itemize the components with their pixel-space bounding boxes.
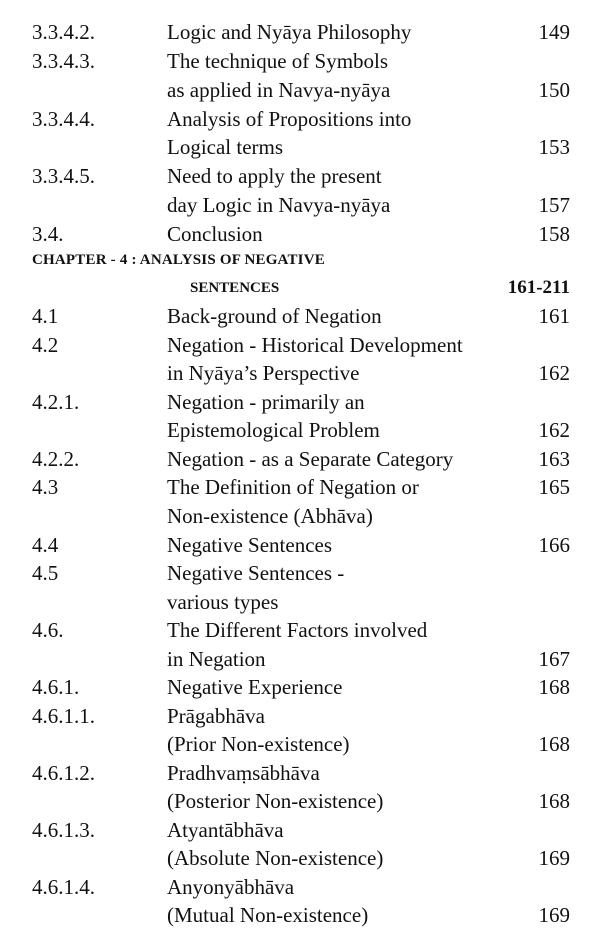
section-number: 4.6.1.4. [32, 875, 95, 899]
chapter-title: CHAPTER - 4 : ANALYSIS OF NEGATIVE [32, 252, 325, 268]
toc-entry-continuation [0, 76, 600, 104]
section-number: 4.6.1. [32, 675, 80, 699]
page-number: 167 [538, 647, 570, 671]
entry-title: Need to apply the present [167, 164, 382, 188]
entry-title: Atyantābhāva [167, 818, 284, 842]
chapter-page-range: 161-211 [507, 277, 570, 298]
toc-entry [0, 47, 600, 75]
toc-entry [0, 816, 600, 844]
page-number: 165 [538, 475, 570, 499]
entry-title: The Different Factors involved [167, 618, 428, 642]
entry-title: Logic and Nyāya Philosophy [167, 20, 412, 44]
entry-title: Non-existence (Abhāva) [167, 504, 373, 528]
entry-title: Negation - Historical Development [167, 333, 463, 357]
section-number: 4.3 [32, 475, 59, 499]
page-number: 157 [538, 193, 570, 217]
entry-title: in Negation [167, 647, 266, 671]
entry-title: Negation - as a Separate Category [167, 447, 454, 471]
toc-entry [0, 302, 600, 330]
toc-entry [0, 616, 600, 644]
entry-title: (Prior Non-existence) [167, 732, 350, 756]
page-number: 168 [538, 675, 570, 699]
toc-entry [0, 702, 600, 730]
toc-entry-continuation [0, 645, 600, 673]
section-number: 3.3.4.4. [32, 107, 95, 131]
page-number: 168 [538, 732, 570, 756]
entry-title: Prāgabhāva [167, 704, 265, 728]
entry-title: Analysis of Propositions into [167, 107, 412, 131]
toc-entry-continuation [0, 191, 600, 219]
toc-entry [0, 473, 600, 501]
toc-entry-continuation [0, 416, 600, 444]
page-number: 158 [538, 222, 570, 246]
page-number: 149 [538, 20, 570, 44]
toc-entry [0, 673, 600, 701]
toc-entry-continuation [0, 359, 600, 387]
chapter-heading-continuation [0, 274, 600, 302]
section-number: 3.4. [32, 222, 64, 246]
section-number: 4.6.1.3. [32, 818, 95, 842]
section-number: 4.1 [32, 304, 59, 328]
entry-title: Epistemological Problem [167, 418, 380, 442]
entry-title: Pradhvaṃsābhāva [167, 761, 320, 785]
toc-entry [0, 759, 600, 787]
toc-entry [0, 873, 600, 901]
page-number: 163 [538, 447, 570, 471]
entry-title: Logical terms [167, 135, 284, 159]
entry-title: (Posterior Non-existence) [167, 789, 384, 813]
entry-title: Negation - primarily an [167, 390, 365, 414]
entry-title: The Definition of Negation or [167, 475, 419, 499]
toc-entry-continuation [0, 901, 600, 929]
page-number: 168 [538, 789, 570, 813]
page-number: 161 [538, 304, 570, 328]
entry-title: Conclusion [167, 222, 263, 246]
toc-entry-continuation [0, 787, 600, 815]
entry-title: in Nyāya’s Perspective [167, 361, 360, 385]
toc-entry [0, 105, 600, 133]
toc-entry [0, 18, 600, 46]
page-number: 162 [538, 418, 570, 442]
entry-title: Back-ground of Negation [167, 304, 382, 328]
entry-title: Negative Experience [167, 675, 343, 699]
entry-title: The technique of Symbols [167, 49, 389, 73]
toc-entry-continuation [0, 588, 600, 616]
entry-title: Anyonyābhāva [167, 875, 295, 899]
section-number: 4.6.1.2. [32, 761, 95, 785]
section-number: 3.3.4.2. [32, 20, 95, 44]
toc-entry [0, 531, 600, 559]
page-number: 166 [538, 533, 570, 557]
toc-entry [0, 220, 600, 248]
section-number: 4.2 [32, 333, 59, 357]
page-number: 169 [538, 903, 570, 927]
entry-title: (Mutual Non-existence) [167, 903, 369, 927]
section-number: 4.4 [32, 533, 59, 557]
page-number: 162 [538, 361, 570, 385]
page-number: 169 [538, 846, 570, 870]
toc-entry [0, 331, 600, 359]
toc-entry-continuation [0, 844, 600, 872]
section-number: 3.3.4.5. [32, 164, 95, 188]
section-number: 4.5 [32, 561, 59, 585]
page-number: 150 [538, 78, 570, 102]
toc-entry [0, 162, 600, 190]
toc-entry [0, 445, 600, 473]
toc-entry [0, 388, 600, 416]
page-number: 153 [538, 135, 570, 159]
toc-entry-continuation [0, 730, 600, 758]
chapter-title-continuation: SENTENCES [190, 280, 280, 296]
entry-title: day Logic in Navya-nyāya [167, 193, 391, 217]
section-number: 4.6.1.1. [32, 704, 95, 728]
entry-title: (Absolute Non-existence) [167, 846, 384, 870]
section-number: 4.6. [32, 618, 64, 642]
section-number: 4.2.2. [32, 447, 80, 471]
entry-title: Negative Sentences [167, 533, 333, 557]
section-number: 4.2.1. [32, 390, 80, 414]
entry-title: Negative Sentences - [167, 561, 345, 585]
toc-entry-continuation [0, 133, 600, 161]
toc-entry [0, 559, 600, 587]
entry-title: as applied in Navya-nyāya [167, 78, 391, 102]
chapter-heading [0, 246, 600, 274]
section-number: 3.3.4.3. [32, 49, 95, 73]
entry-title: various types [167, 590, 279, 614]
toc-entry-continuation [0, 502, 600, 530]
